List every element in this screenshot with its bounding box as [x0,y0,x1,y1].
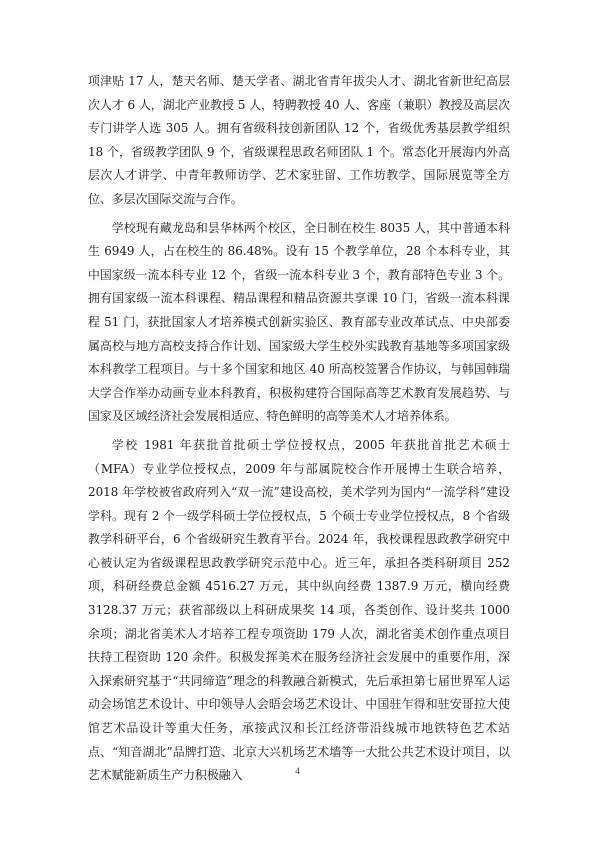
page-number: 4 [295,766,300,776]
body-text [88,70,510,793]
paragraph-faculty-continued: 项津贴 17 人，楚天名师、楚天学者、湖北省青年拔尖人才、湖北省新世纪高层次人才 6 人，湖北产业教授 5 人，特聘教授 40 人、客座（兼职）教授及高层次专门讲学人选 305 人。拥有省级科技创新团队 12 个，省级优秀基层教学组织 18 个，省级教学团队 9 个，省级课程思政名师团队 1 个。常态化开展海内外高层次人才讲学、中青年教师访学、艺术家驻留、工作坊教学、国际展览等全方位、多层次国际交流与合作。 [88,74,510,206]
paragraph-degrees-and-research: 学校 1981 年获批首批硕士学位授权点，2005 年获批首批艺术硕士（MFA）专业学位授权点，2009 年与部属院校合作开展博士生联合培养，2018 年学校被省政府列入“双一流”建设高校，美术学列为国内“一流学科”建设学科。现有 2 个一级学科硕士学位授权点，5 个硕士专业学位授权点，8 个省级教学科研平台，6 个省级研究生教育平台。2024 年，我校课程思政教学研究中心被认定为省级课程思政教学研究示范中心。近三年，承担各类科研项目 252 项，科研经费总金额 4516.27 万元，其中纵向经费 1387.9 万元，横向经费 3128.37 万元；获省部级以上科研成果奖 14 项，各类创作、设计奖共 1000 余项；湖北省美术人才培养工程专项资助 179 人次，湖北省美术创作重点项目扶持工程资助 120 余件。积极发挥美术在服务经济社会发展中的重要作用，深入探索研究基于“共同缔造”理念的科教融合新模式，先后承担第七届世界军人运动会场馆艺术设计、中印领导人会晤会场艺术设计、中国驻乍得和驻安哥拉大使馆艺术品设计等重大任务，承接武汉和长江经济带沿线城市地铁特色艺术站点、“知音湖北”品牌打造、北京大兴机场艺术墙等一大批公共艺术设计项目，以艺术赋能新质生产力积极融入 [88,437,510,783]
paragraph-campus-and-programs: 学校现有藏龙岛和昙华林两个校区，全日制在校生 8035 人，其中普通本科生 6949 人，占在校生的 86.48%。设有 15 个教学单位，28 个本科专业，其中国家级一流本科专业 12 个，省级一流本科专业 3 个，教育部特色专业 3 个。拥有国家级一流本科课程、精品课程和精品资源共享课 10 门，省级一流本科课程 51 门，获批国家人才培养模式创新实验区、教育部专业改革试点、中央部委属高校与地方高校支持合作计划、国家级大学生校外实践教育基地等多项国家级本科教学工程项目。与十多个国家和地区 40 所高校签署合作协议，与韩国韩瑞大学合作举办动画专业本科教育，积极构建符合国际高等艺术教育发展趋势、与国家及区域经济社会发展相适应、特色鲜明的高等美术人才培养体系。 [88,220,510,424]
